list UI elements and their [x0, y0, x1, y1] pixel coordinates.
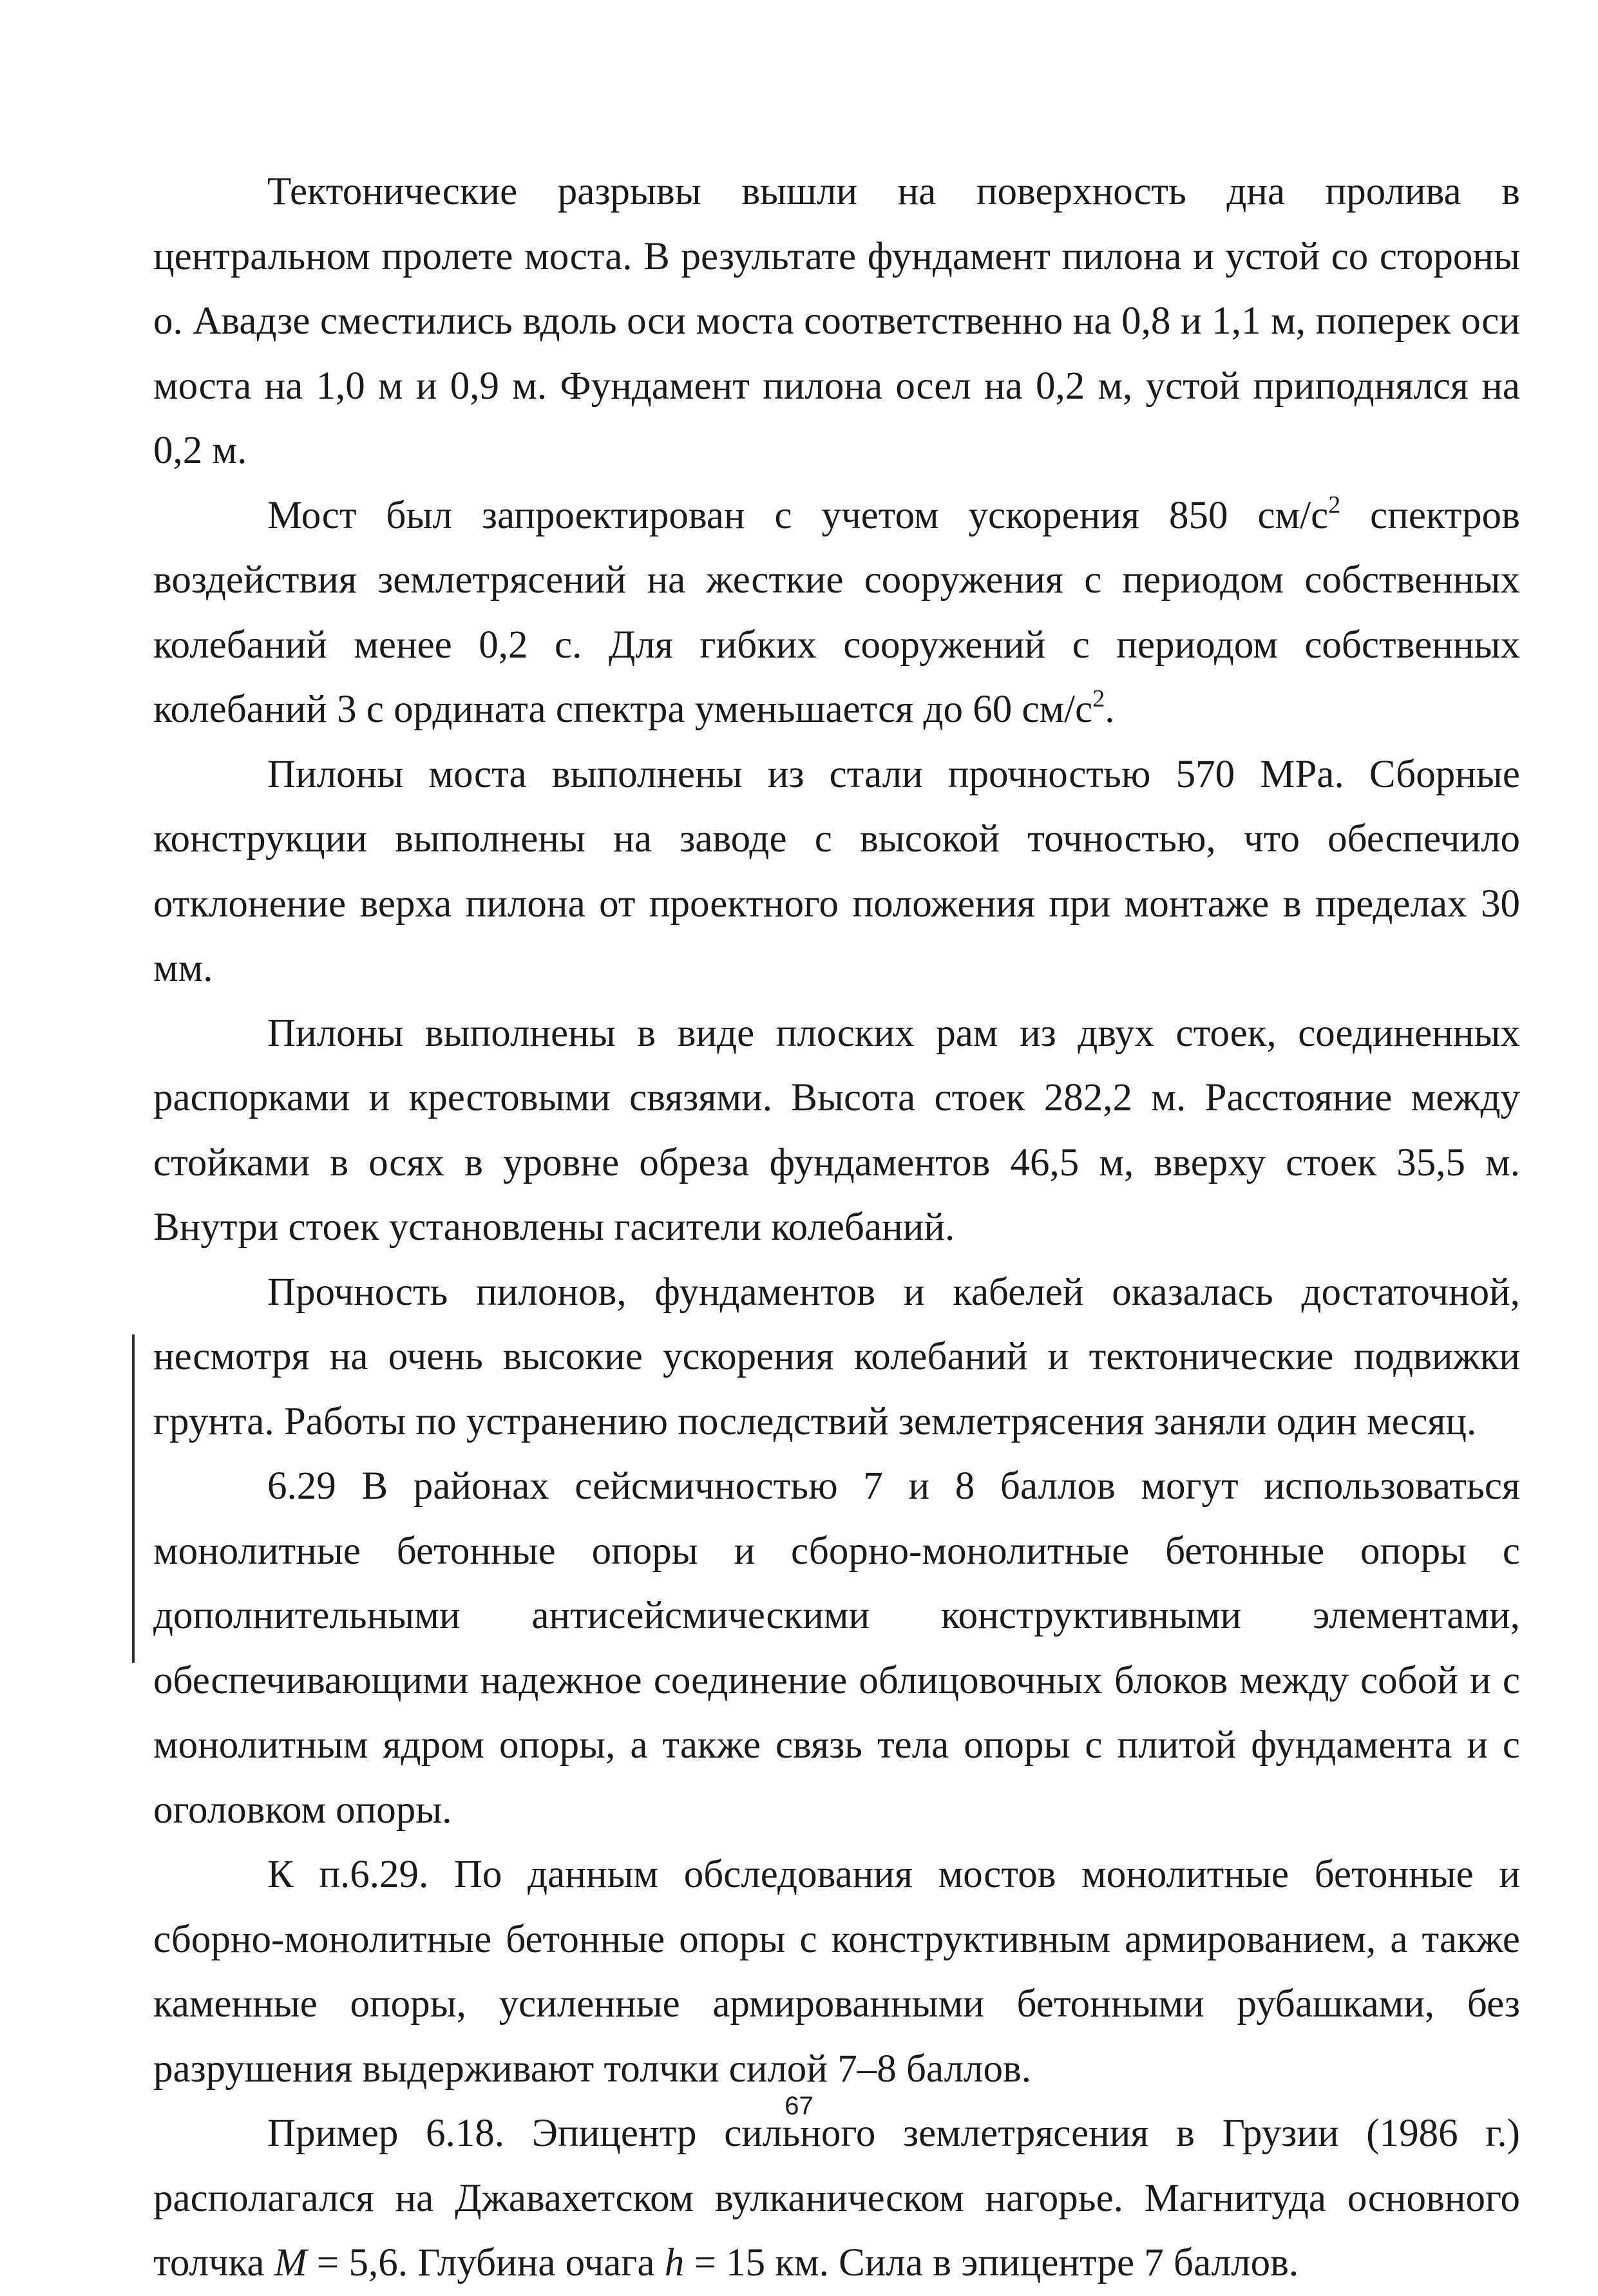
variable-depth: h [664, 2241, 685, 2284]
text-run: = 5,6. Глубина очага [307, 2241, 665, 2284]
page-number: 67 [785, 2092, 813, 2120]
superscript: 2 [1092, 685, 1105, 712]
change-bar [132, 1334, 135, 1663]
text-run: Мост был запроектирован с учетом ускорения 850 см/с [267, 493, 1329, 537]
variable-magnitude: M [274, 2241, 307, 2284]
paragraph-strength: Прочность пилонов, фундаментов и кабелей оказалась достаточной, несмотря на очень высокие ускорения колебаний и тектонические подвижки грунта. Работы по устранению последствий землетрясения заняли один месяц. [153, 1270, 1520, 1443]
paragraph-pylon-frames: Пилоны выполнены в виде плоских рам из двух стоек, соединенных распорками и крестовыми связями. Высота стоек 282,2 м. Расстояние между стойками в осях в уровне обреза фундаментов 46,5 м, вверху стоек 35,5 м. Внутри стоек установлены гасители колебаний. [153, 1011, 1520, 1249]
paragraph-commentary-6-29: К п.6.29. По данным обследования мостов монолитные бетонные и сборно-монолитные бетонные опоры с конструктивным армированием, а также каменные опоры, усиленные армированными бетонными рубашками, без разрушения выдерживают толчки силой 7–8 баллов. [153, 1853, 1520, 2091]
paragraph-pylon-steel: Пилоны моста выполнены из стали прочностью 570 MPa. Сборные конструкции выполнены на заводе с высокой точностью, что обеспечило отклонение верха пилона от проектного положения при монтаже в пределах 30 мм. [153, 752, 1520, 990]
text-run: спектров воздействия землетрясений на жесткие сооружения с периодом собственных колебаний менее 0,2 с. Для гибких сооружений с периодом собственных колебаний 3 с ордината спектра уменьшается до 60 см/с [153, 493, 1520, 731]
text-run: = 15 км. Сила в эпицентре 7 баллов. [684, 2241, 1299, 2284]
text-run: . [1105, 688, 1115, 731]
paragraph-bridge-design [153, 484, 1520, 743]
text-run: Пример 6.18. Эпицентр сильного землетрясения в Грузии (1986 г.) располагался на Джавахетском вулканическом нагорье. Магнитуда основного толчка [153, 2112, 1520, 2284]
paragraph-example-6-18 [153, 2102, 1520, 2296]
paragraph-clause-6-29: 6.29 В районах сейсмичностью 7 и 8 баллов могут использоваться монолитные бетонные опоры и сборно-монолитные бетонные опоры с дополнительными антисейсмическими конструктивными элементами, обеспечивающими надежное соединение облицовочных блоков между собой и с монолитным ядром опоры, а также связь тела опоры с плитой фундамента и с оголовком опоры. [153, 1465, 1520, 1832]
body-text [153, 160, 1520, 2296]
superscript: 2 [1328, 491, 1341, 518]
paragraph-tectonic-ruptures: Тектонические разрывы вышли на поверхность дна пролива в центральном пролете моста. В результате фундамент пилона и устой со стороны о. Авадзе сместились вдоль оси моста соответственно на 0,8 и 1,1 м, поперек оси моста на 1,0 м и 0,9 м. Фундамент пилона осел на 0,2 м, устой приподнялся на 0,2 м. [153, 170, 1520, 472]
